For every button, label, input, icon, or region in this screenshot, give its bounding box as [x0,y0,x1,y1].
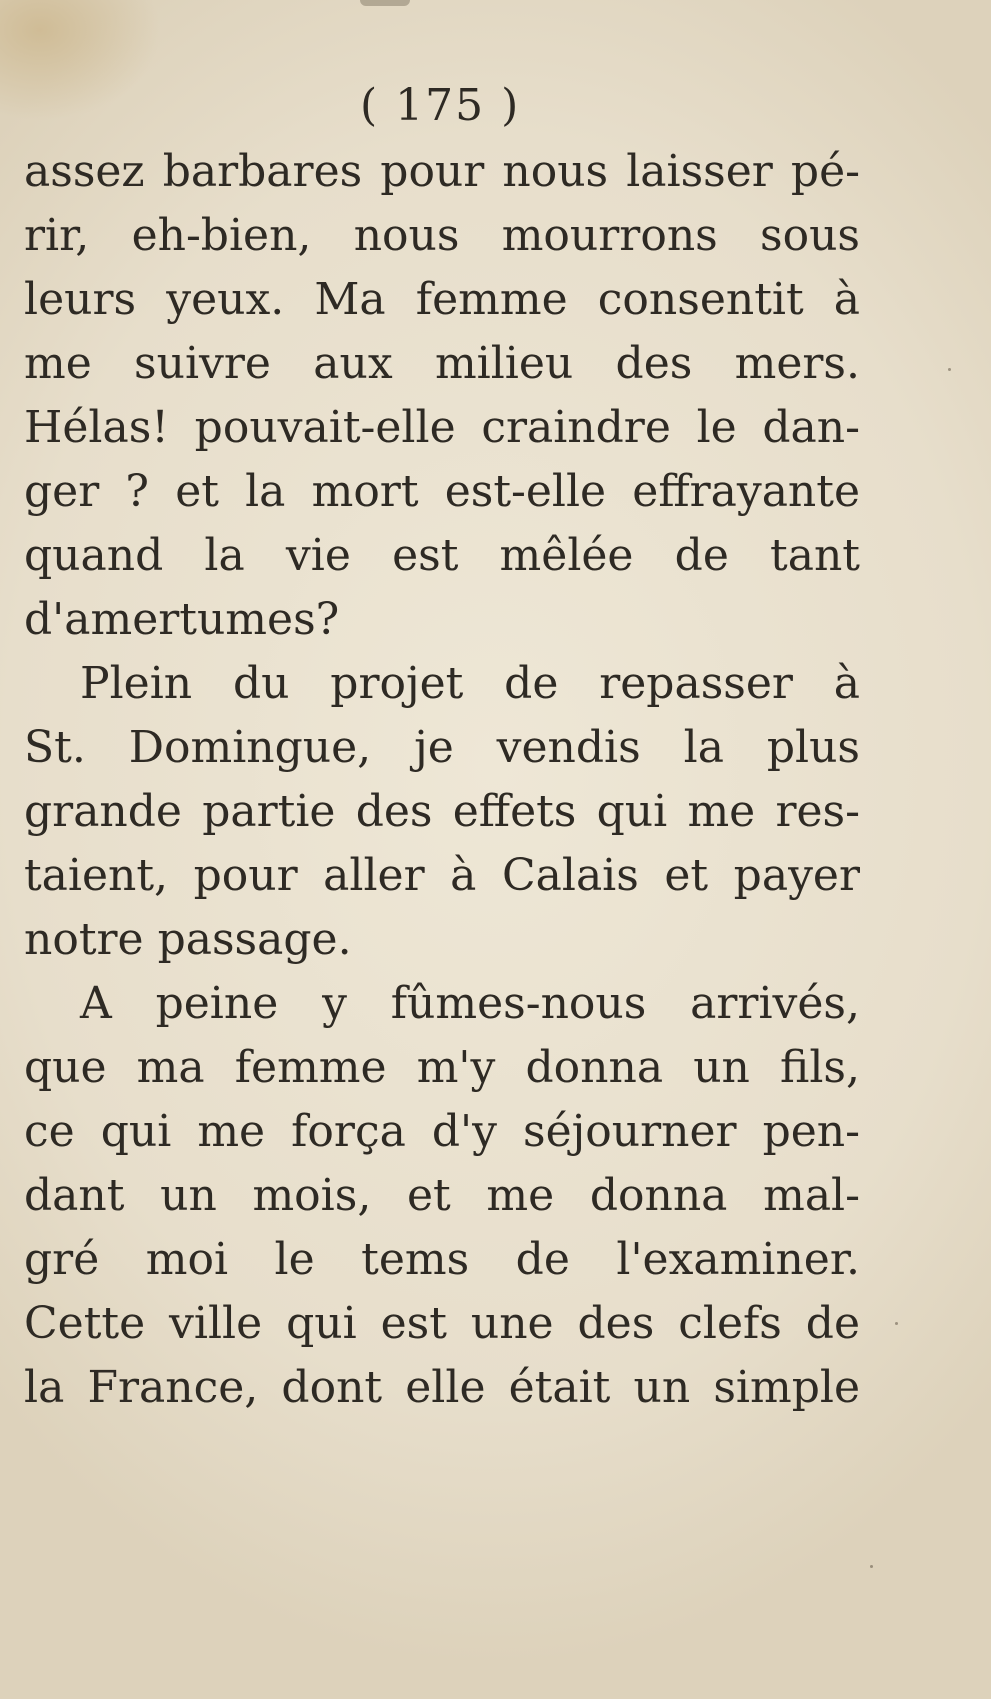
text-line: ger ? et la mort est-elle effrayante [24,466,860,517]
text-line: la France, dont elle était un simple [24,1362,860,1413]
text-line: gré moi le tems de l'examiner. [24,1234,860,1285]
text-line: Hélas! pouvait-elle craindre le dan- [24,402,860,453]
text-line: assez barbares pour nous laisser pé- [24,146,860,197]
text-line: d'amertumes? [24,594,340,645]
text-line: grande partie des effets qui me res- [24,786,860,837]
paper-speck [948,368,951,371]
page-stain [360,0,410,6]
text-line: que ma femme m'y donna un fils, [24,1042,860,1093]
text-line: quand la vie est mêlée de tant [24,530,860,581]
text-line: dant un mois, et me donna mal- [24,1170,860,1221]
text-line: rir, eh-bien, nous mourrons sous [24,210,860,261]
text-line: Plein du projet de repasser à [80,658,860,709]
text-line: Cette ville qui est une des clefs de [24,1298,860,1349]
paper-speck [895,1322,898,1325]
page-number: ( 175 ) [360,80,521,131]
text-line: notre passage. [24,914,352,965]
text-line: taient, pour aller à Calais et payer [24,850,860,901]
body-text [24,140,860,1420]
paper-speck [870,1565,873,1568]
text-line: ce qui me força d'y séjourner pen- [24,1106,860,1157]
text-line: St. Domingue, je vendis la plus [24,722,860,773]
text-line: me suivre aux milieu des mers. [24,338,860,389]
text-line: A peine y fûmes-nous arrivés, [80,978,860,1029]
text-line: leurs yeux. Ma femme consentit à [24,274,860,325]
